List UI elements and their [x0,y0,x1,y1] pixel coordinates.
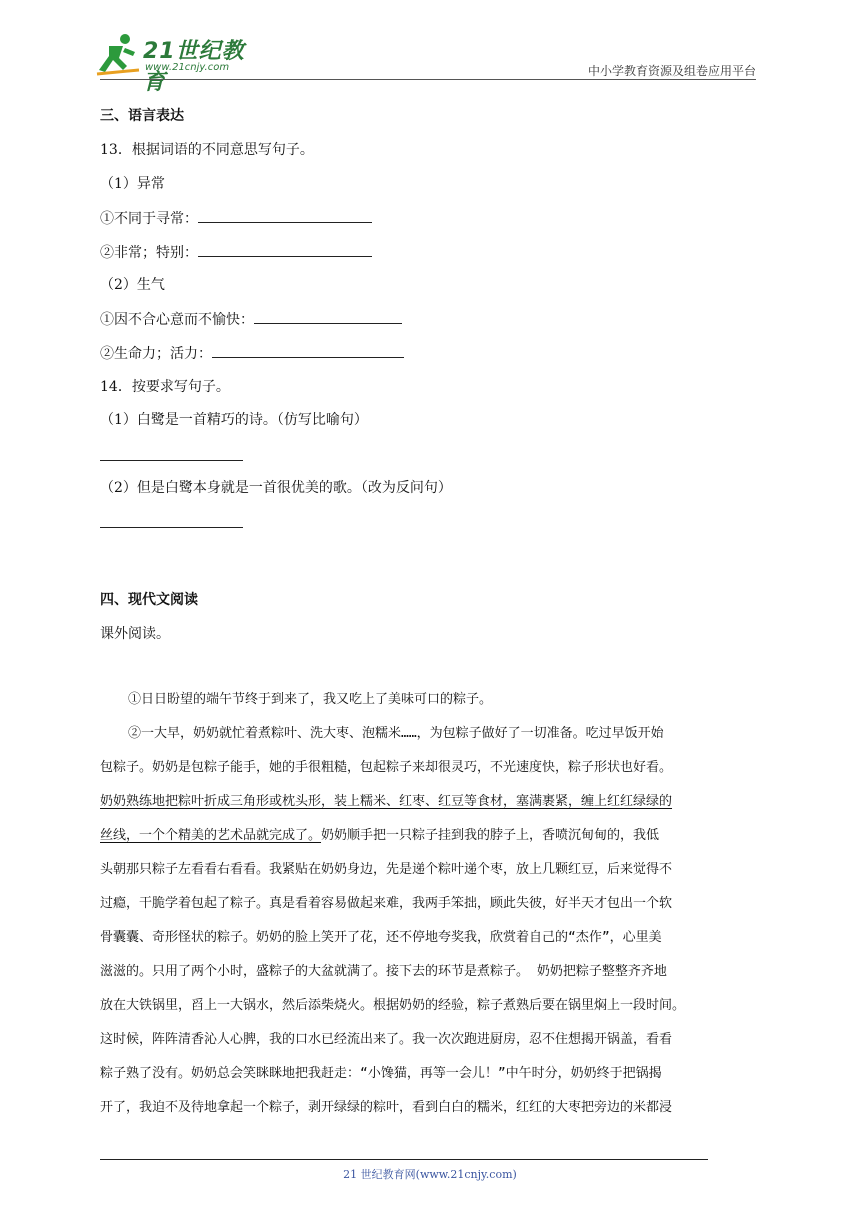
logo-brand-text: 21世纪教育 [143,39,245,95]
site-logo [95,30,265,95]
q14-part2: （2）但是白鹭本身就是一首很优美的歌。（改为反问句） [100,480,452,496]
passage-line: ②一大早，奶奶就忙着煮粽叶、洗大枣、泡糯米……，为包粽子做好了一切准备。吃过早饭开始 [128,726,664,741]
q13-part2-b-prompt: ②生命力；活力： [100,346,212,362]
q13-part2-a-prompt: ①因不合心意而不愉快： [100,312,254,328]
q13-part1-b [100,242,372,263]
passage-line: 头朝那只粽子左看看右看看。我紧贴在奶奶身边，先是递个粽叶递个枣，放上几颗红豆，后来觉得不 [100,862,673,877]
passage-line: 骨囊囊、奇形怪状的粽子。奶奶的脸上笑开了花，还不停地夸奖我，欣赏着自己的“杰作”，心里美 [100,930,662,945]
section-title-4: 四、现代文阅读 [100,592,198,608]
passage-segment: 奶奶顺手把一只粽子挂到我的脖子上，香喷沉甸甸的，我低 [321,828,660,843]
passage-line: 包粽子。奶奶是包粽子能手，她的手很粗糙，包起粽子来却很灵巧，不光速度快，粽子形状也好看。 [100,760,673,775]
passage-underlined-segment: 丝线，一个个精美的艺术品就完成了。 [100,828,322,843]
page-footer: 21 世纪教育网(www.21cnjy.com) [343,1168,517,1181]
q13-part2-b-blank[interactable] [212,343,404,358]
q13-part1-a [100,208,372,229]
q14-part1: （1）白鹭是一首精巧的诗。（仿写比喻句） [100,412,368,428]
q13-part2-b [100,343,404,364]
q14-part1-answer-line[interactable] [100,460,243,461]
q13-part1-b-prompt: ②非常；特别： [100,245,198,261]
q13-part2-a [100,309,402,330]
q14-part2-answer-line[interactable] [100,527,243,528]
passage-line [100,826,659,846]
platform-title: 中小学教育资源及组卷应用平台 [587,64,756,78]
reading-intro: 课外阅读。 [100,626,170,642]
passage-line: 过瘾，干脆学着包起了粽子。真是看着容易做起来难，我两手笨拙，顾此失彼，好半天才包出一个软 [100,896,673,911]
q13-part1-a-prompt: ①不同于寻常： [100,211,198,227]
q13-part1-label: （1）异常 [100,176,165,192]
passage-line: 滋滋的。只用了两个小时，盛粽子的大盆就满了。接下去的环节是煮粽子。 奶奶把粽子整整齐齐地 [100,964,667,979]
q13-part2-label: （2）生气 [100,277,165,293]
passage-line: ①日日盼望的端午节终于到来了，我又吃上了美味可口的粽子。 [128,692,493,707]
page-header [0,0,860,95]
q14-stem: 14．按要求写句子。 [100,379,230,395]
q13-stem: 13．根据词语的不同意思写句子。 [100,142,314,158]
logo-url-text: www.21cnjy.com [145,62,230,73]
runner-logo-icon [95,32,141,78]
passage-line: 这时候，阵阵清香沁人心脾，我的口水已经流出来了。我一次次跑进厨房，忍不住想揭开锅盖，看看 [100,1032,673,1047]
footer-divider [100,1159,708,1160]
q13-part1-b-blank[interactable] [198,242,372,257]
section-title-3: 三、语言表达 [100,108,184,124]
q13-part1-a-blank[interactable] [198,208,372,223]
header-divider [100,79,756,80]
passage-line-underlined: 奶奶熟练地把粽叶折成三角形或枕头形，装上糯米、红枣、红豆等食材，塞满裹紧，缠上红红绿绿的 [100,794,673,809]
passage-line: 放在大铁锅里，舀上一大锅水，然后添柴烧火。根据奶奶的经验，粽子煮熟后要在锅里焖上一段时间。 [100,998,686,1013]
passage-line: 开了，我迫不及待地拿起一个粽子，剥开绿绿的粽叶，看到白白的糯米，红红的大枣把旁边的米都浸 [100,1100,673,1115]
q13-part2-a-blank[interactable] [254,309,402,324]
passage-line: 粽子熟了没有。奶奶总会笑眯眯地把我赶走：“小馋猫，再等一会儿！”中午时分，奶奶终于把锅揭 [100,1066,662,1081]
